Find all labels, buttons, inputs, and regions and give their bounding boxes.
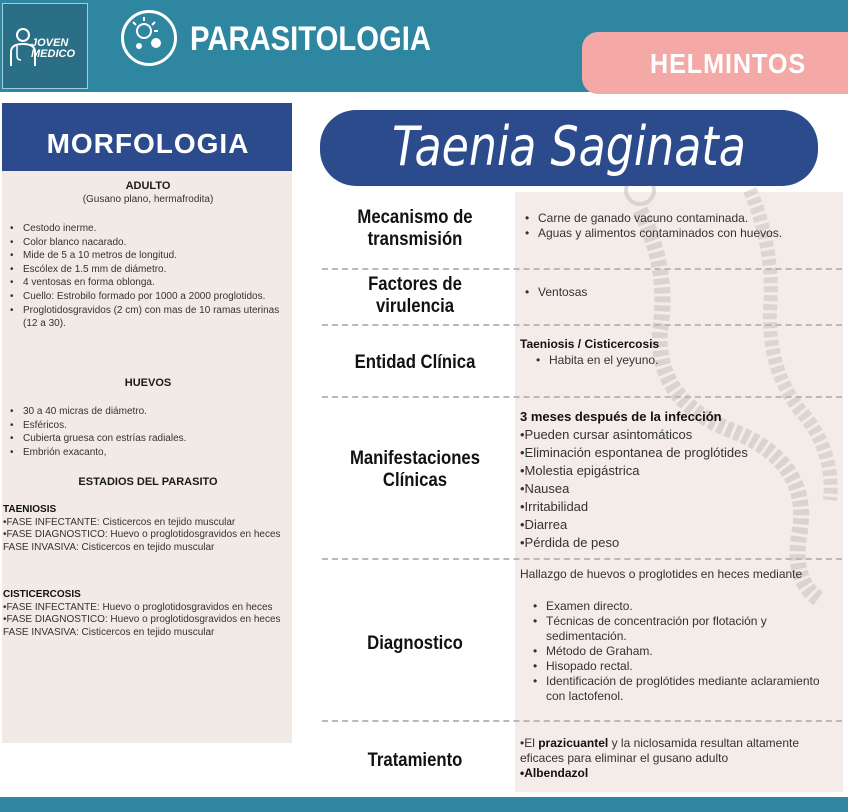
adulto-subtitle: (Gusano plano, hermafrodita)	[82, 194, 214, 205]
list-item: • Cubierta gruesa con estrías radiales.	[8, 432, 288, 446]
symptom-line: •Molestia epigástrica	[520, 463, 640, 478]
list-item: • Identificación de proglótides mediante aclaramiento con lactofenol.	[530, 674, 830, 704]
symptom-line: •Pueden cursar asintomáticos	[520, 427, 693, 442]
diagnostico-label: Diagnostico	[367, 633, 463, 654]
stage-line: •FASE DIAGNOSTICO: Huevo o proglotidosgravidos en heces	[3, 614, 281, 626]
huevos-heading: HUEVOS	[124, 377, 172, 389]
logo	[2, 3, 88, 89]
row-divider	[322, 324, 842, 326]
stage-line: FASE INVASIVA: Cisticercos en tejido muscular	[3, 626, 215, 638]
manifestaciones-block	[520, 408, 840, 552]
symptom-line: •Eliminación espontanea de proglótides	[520, 445, 748, 460]
row-divider	[322, 268, 842, 270]
list-item: • Habita en el yeyuno.	[533, 353, 833, 368]
tratamiento-label: Tratamiento	[367, 750, 463, 771]
manifestaciones-heading: 3 meses después de la infección	[520, 409, 722, 424]
stage-line: •FASE INFECTANTE: Huevo o proglotidosgravidos en heces	[3, 601, 273, 613]
symptom-line: •Diarrea	[520, 517, 568, 532]
morphology-title: MORFOLOGIA	[46, 128, 250, 159]
list-item: • 4 ventosas en forma oblonga.	[8, 276, 288, 290]
symptom-line: •Irritabilidad	[520, 499, 589, 514]
list-item: • Hisopado rectal.	[530, 659, 830, 674]
list-item: • Color blanco nacarado.	[8, 236, 288, 250]
virulencia-label: Factores de virulencia	[368, 274, 462, 317]
list-item: • Aguas y alimentos contaminados con huevos.	[522, 226, 822, 241]
cisticercosis-heading: CISTICERCOSIS	[3, 589, 81, 600]
diagnostico-intro: Hallazgo de huevos o proglotides en heces mediante	[520, 567, 803, 581]
stage-line: FASE INVASIVA: Cisticercos en tejido muscular	[3, 541, 215, 553]
diagnostico-list	[530, 599, 830, 704]
taeniosis-heading: TAENIOSIS	[3, 504, 57, 515]
transmision-list	[522, 211, 822, 241]
list-item: • Ventosas	[522, 285, 822, 300]
list-item: • Examen directo.	[530, 599, 830, 614]
tratamiento-text: •El prazicuantel y la niclosamida resultan altamente eficaces para eliminar el gusano adulto •Albendazol	[520, 736, 800, 780]
list-item: • 30 a 40 micras de diámetro.	[8, 405, 288, 419]
entidad-list	[533, 353, 833, 368]
list-item: • Escólex de 1.5 mm de diámetro.	[8, 263, 288, 277]
stage-line: •FASE INFECTANTE: Cisticercos en tejido muscular	[3, 516, 236, 528]
entidad-label: Entidad Clínica	[354, 352, 476, 373]
huevos-list	[8, 405, 288, 459]
footer-bar	[0, 797, 848, 812]
symptom-line: •Nausea	[520, 481, 570, 496]
symptom-line: •Pérdida de peso	[520, 535, 620, 550]
transmision-label: Mecanismo de transmisión	[357, 207, 473, 250]
row-divider	[322, 720, 842, 722]
adulto-heading: ADULTO	[125, 180, 171, 192]
virulencia-list	[522, 285, 822, 300]
manifestaciones-label: Manifestaciones Clínicas	[349, 448, 481, 491]
taeniosis-block	[3, 504, 289, 554]
entidad-heading: Taeniosis / Cisticercosis	[520, 337, 660, 351]
list-item: • Proglotidosgravidos (2 cm) con mas de 10 ramas uterinas (12 a 30).	[8, 304, 288, 331]
stage-line: •FASE DIAGNOSTICO: Huevo o proglotidosgravidos en heces	[3, 529, 281, 541]
list-item: • Mide de 5 a 10 metros de longitud.	[8, 249, 288, 263]
list-item: • Cuello: Estrobilo formado por 1000 a 2000 proglotidos.	[8, 290, 288, 304]
adulto-list	[8, 222, 288, 331]
row-divider	[322, 396, 842, 398]
list-item: • Técnicas de concentración por flotación y sedimentación.	[530, 614, 830, 644]
page-title: PARASITOLOGIA	[190, 20, 431, 58]
list-item: • Cestodo inerme.	[8, 222, 288, 236]
species-title: Taenia Saginata	[392, 115, 746, 178]
cisticercosis-block	[3, 589, 289, 639]
list-item: • Embrión exacanto,	[8, 446, 288, 460]
list-item: • Esféricos.	[8, 419, 288, 433]
microbe-icon	[121, 10, 177, 66]
list-item: • Método de Graham.	[530, 644, 830, 659]
category-label: HELMINTOS	[650, 48, 807, 79]
list-item: • Carne de ganado vacuno contaminada.	[522, 211, 822, 226]
row-divider	[322, 558, 842, 560]
estadios-heading: ESTADIOS DEL PARASITO	[78, 476, 218, 488]
logo-text: JOVEN MEDICO	[31, 37, 75, 60]
